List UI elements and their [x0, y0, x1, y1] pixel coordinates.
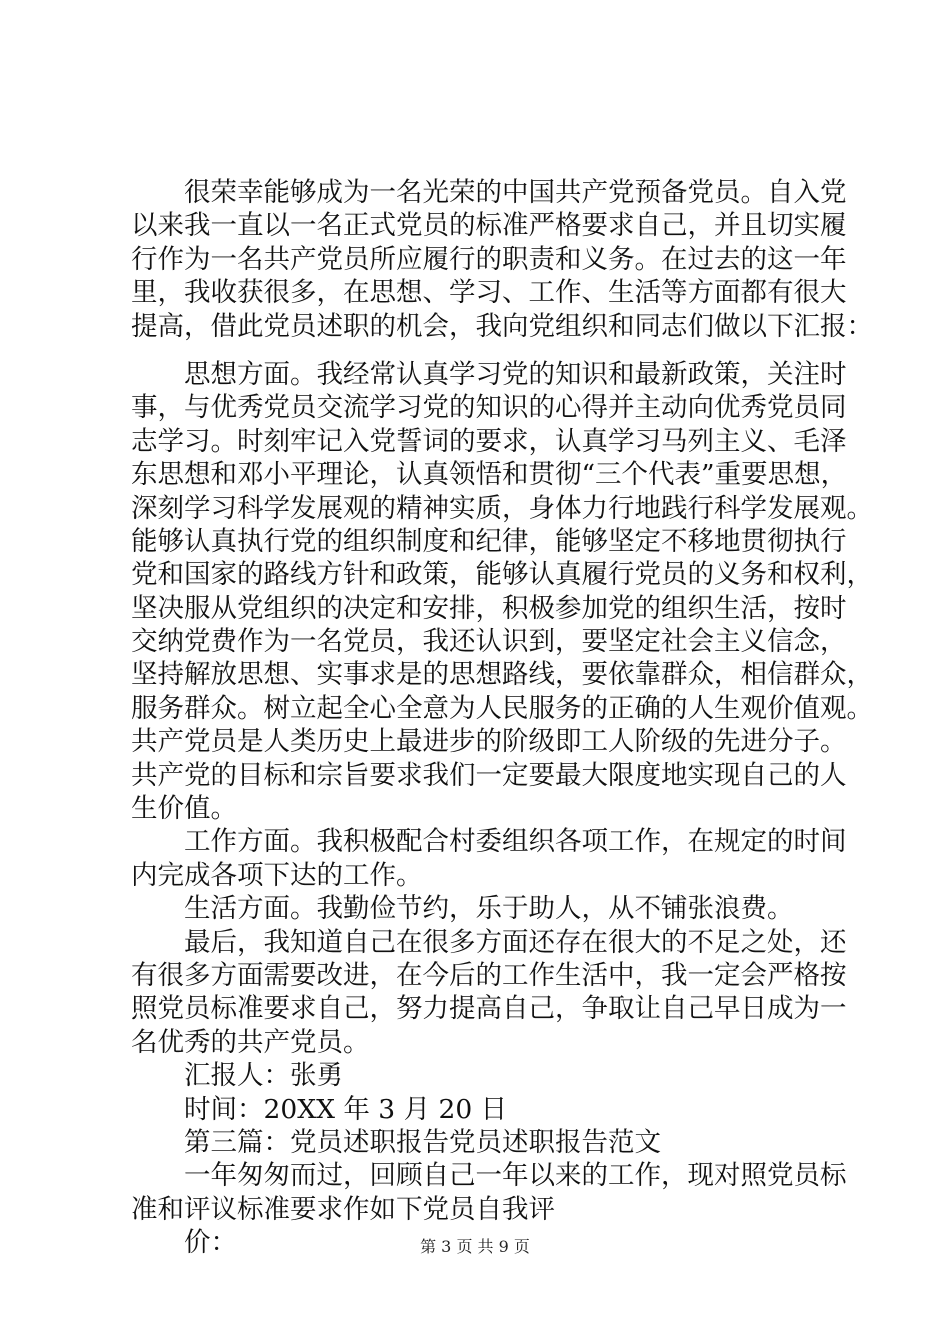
text-line: 生活方面。我勤俭节约，乐于助人，从不铺张浪费。	[184, 893, 794, 925]
text-line: 里，我收获很多，在思想、学习、工作、生活等方面都有很大	[131, 277, 847, 309]
text-line: 行作为一名共产党员所应履行的职责和义务。在过去的这一年	[131, 243, 847, 275]
text-line: 有很多方面需要改进，在今后的工作生活中，我一定会严格按	[131, 959, 847, 991]
text-line: 照党员标准要求自己，努力提高自己，争取让自己早日成为一	[131, 993, 847, 1025]
text-line: 事，与优秀党员交流学习党的知识的心得并主动向优秀党员同	[131, 392, 847, 424]
text-line: 共产党员是人类历史上最进步的阶级即工人阶级的先进分子。	[131, 726, 847, 758]
text-line: 名优秀的共产党员。	[131, 1026, 370, 1058]
text-line: 志学习。时刻牢记入党誓词的要求，认真学习马列主义、毛泽	[131, 425, 847, 457]
text-line: 东思想和邓小平理论，认真领悟和贯彻“三个代表”重要思想，	[131, 459, 848, 491]
paragraph-life	[131, 892, 821, 925]
text-line: 生价值。	[131, 793, 237, 825]
reporter-line: 汇报人：张勇	[184, 1060, 343, 1092]
chapter-title: 第三篇：党员述职报告党员述职报告范文	[184, 1126, 661, 1158]
text-line: 能够认真执行党的组织制度和纪律，能够坚定不移地贯彻执行	[131, 525, 847, 557]
text-line: 工作方面。我积极配合村委组织各项工作，在规定的时间	[184, 826, 847, 858]
text-line: 最后，我知道自己在很多方面还存在很大的不足之处，还	[184, 926, 847, 958]
text-line: 共产党的目标和宗旨要求我们一定要最大限度地实现自己的人	[131, 759, 847, 791]
text-line: 深刻学习科学发展观的精神实质，身体力行地践行科学发展观。	[131, 492, 873, 524]
text-line: 准和评议标准要求作如下党员自我评	[131, 1193, 555, 1225]
date-line: 时间：20XX 年 3 月 20 日	[184, 1093, 508, 1125]
text-line: 一年匆匆而过，回顾自己一年以来的工作，现对照党员标	[184, 1160, 847, 1192]
paragraph-intro	[131, 176, 873, 343]
text-line: 坚持解放思想、实事求是的思想路线，要依靠群众，相信群众，	[131, 659, 873, 691]
page-footer	[0, 1237, 950, 1257]
text-line: 以来我一直以一名正式党员的标准严格要求自己，并且切实履	[131, 210, 847, 242]
text-line: 提高，借此党员述职的机会，我向党组织和同志们做以下汇报：	[131, 310, 873, 342]
document-body	[131, 176, 873, 1260]
text-line: 很荣幸能够成为一名光荣的中国共产党预备党员。自入党	[184, 177, 847, 208]
paragraph-gap	[131, 343, 821, 358]
page-number: 第 3 页 共 9 页	[420, 1237, 530, 1256]
paragraph-closing	[131, 926, 847, 1060]
paragraph-thought	[131, 358, 873, 825]
text-line: 坚决服从党组织的决定和安排，积极参加党的组织生活，按时	[131, 592, 847, 624]
text-line: 价：	[184, 1227, 237, 1259]
text-line: 党和国家的路线方针和政策，能够认真履行党员的义务和权利，	[131, 559, 873, 591]
text-line: 服务群众。树立起全心全意为人民服务的正确的人生观价值观。	[131, 692, 873, 724]
text-line: 内完成各项下达的工作。	[131, 859, 423, 891]
text-line: 交纳党费作为一名党员，我还认识到，要坚定社会主义信念，	[131, 626, 847, 658]
text-line: 思想方面。我经常认真学习党的知识和最新政策，关注时	[184, 358, 847, 390]
paragraph-work	[131, 825, 847, 892]
